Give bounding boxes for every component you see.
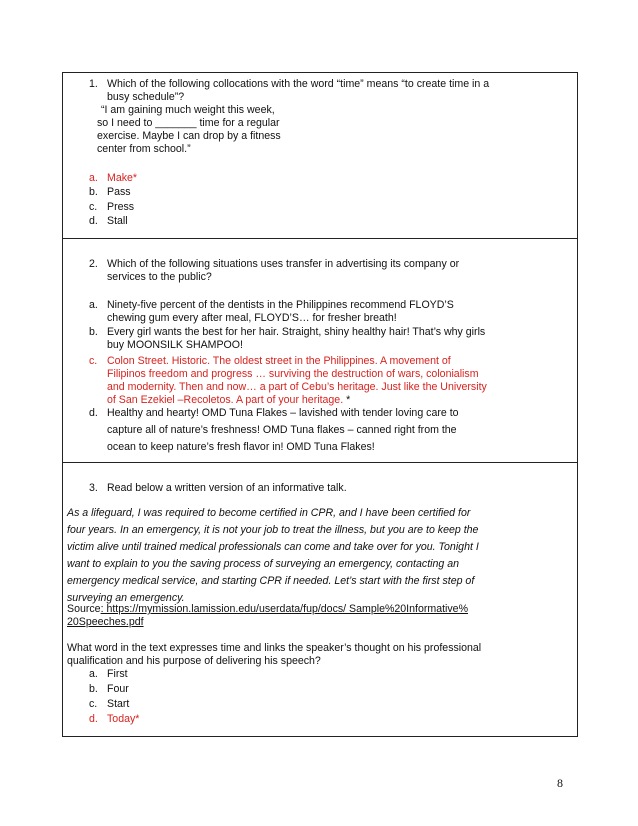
q3-number: 3. [89, 482, 98, 494]
q2-option-c-line: and modernity. Then and now… a part of Cebu’s heritage. Just like the University [107, 381, 487, 393]
q1-quote-line: center from school.” [97, 143, 191, 155]
q2-option-b-letter: b. [89, 326, 98, 338]
q2-option-a-letter: a. [89, 299, 98, 311]
q3-option-a-text: First [107, 668, 128, 680]
q1-number: 1. [89, 78, 98, 90]
q2-option-a-line: Ninety-five percent of the dentists in the Philippines recommend FLOYD’S [107, 299, 454, 311]
q2-option-a-line: chewing gum every after meal, FLOYD’S… for fresher breath! [107, 312, 397, 324]
q3-source-label: Source [67, 603, 101, 615]
q3-passage-line: As a lifeguard, I was required to become certified in CPR, and I have been certified for [67, 507, 471, 519]
q2-option-c-mark: * [346, 394, 351, 406]
q3-option-c-text: Start [107, 698, 130, 710]
q2-option-c-letter: c. [89, 355, 98, 367]
q3-stem: Read below a written version of an informative talk. [107, 482, 347, 494]
q1-option-a-text: Make* [107, 172, 138, 184]
q2-option-d-line: ocean to keep nature’s fresh flavor in! OMD Tuna Flakes! [107, 441, 375, 453]
q3-passage-line: emergency medical service, and starting CPR if needed. Let’s start with the first step of [67, 575, 475, 587]
q1-stem-line1: Which of the following collocations with the word “time” means “to create time in a [107, 78, 490, 90]
q2-option-b-line: Every girl wants the best for her hair. Straight, shiny healthy hair! That’s why girls [107, 326, 486, 338]
q2-option-c-line: Filipinos freedom and progress … surviving the destruction of wars, colonialism [107, 368, 479, 380]
q3-passage-line: four years. In an emergency, it is not your job to treat the illness, but you are to keep the [67, 524, 479, 536]
q1-option-a-letter: a. [89, 172, 98, 184]
q3-option-b-letter: b. [89, 683, 98, 695]
q2-option-d-letter: d. [89, 407, 98, 419]
q3-source-link[interactable]: : https://mymission.lamission.edu/userdata/fup/docs/ Sample%20Informative% [100, 603, 468, 615]
q1-option-c-letter: c. [89, 201, 98, 213]
q2-option-d-line: Healthy and hearty! OMD Tuna Flakes – lavished with tender loving care to [107, 407, 459, 419]
q2-option-b-line: buy MOONSILK SHAMPOO! [107, 339, 243, 351]
q3-option-c-letter: c. [89, 698, 98, 710]
q2-stem-line1: Which of the following situations uses transfer in advertising its company or [107, 258, 460, 270]
q3-option-b-text: Four [107, 683, 129, 695]
q1-option-b-text: Pass [107, 186, 131, 198]
page-number: 8 [557, 776, 563, 790]
q3-option-d-letter: d. [89, 713, 98, 725]
q2-option-c-last-line [107, 394, 350, 407]
q3-passage-line: victim alive until trained medical professionals can come and take over for you. Tonight I [67, 541, 479, 553]
q3-source-line1 [67, 603, 468, 616]
q2-option-d-line: capture all of nature’s freshness! OMD Tuna flakes – canned right from the [107, 424, 457, 436]
q3-option-d-text: Today* [107, 713, 140, 725]
q3-question-line1: What word in the text expresses time and links the speaker’s thought on his professional [67, 642, 482, 654]
q1-option-d-letter: d. [89, 215, 98, 227]
q3-option-a-letter: a. [89, 668, 98, 680]
q2-option-c-line: Colon Street. Historic. The oldest street in the Philippines. A movement of [107, 355, 451, 367]
q2-option-c-line: of San Ezekiel –Recoletos. A part of your heritage. [107, 394, 344, 406]
q1-stem-line2: busy schedule”? [107, 91, 185, 103]
q1-quote-line: exercise. Maybe I can drop by a fitness [97, 130, 281, 142]
q1-option-b-letter: b. [89, 186, 98, 198]
q3-source-link-line2[interactable]: 20Speeches.pdf [67, 616, 144, 628]
q1-quote-line: “I am gaining much weight this week, [101, 104, 275, 116]
q3-passage-line: surveying an emergency. [67, 592, 185, 604]
q3-passage-line: want to explain to you the saving process of surveying an emergency, contacting an [67, 558, 459, 570]
q1-option-d-text: Stall [107, 215, 128, 227]
q1-quote-line: so I need to _______ time for a regular [97, 117, 280, 129]
q2-stem-line2: services to the public? [107, 271, 212, 283]
q2-number: 2. [89, 258, 98, 270]
q1-option-c-text: Press [107, 201, 135, 213]
q3-question-line2: qualification and his purpose of delivering his speech? [67, 655, 321, 667]
